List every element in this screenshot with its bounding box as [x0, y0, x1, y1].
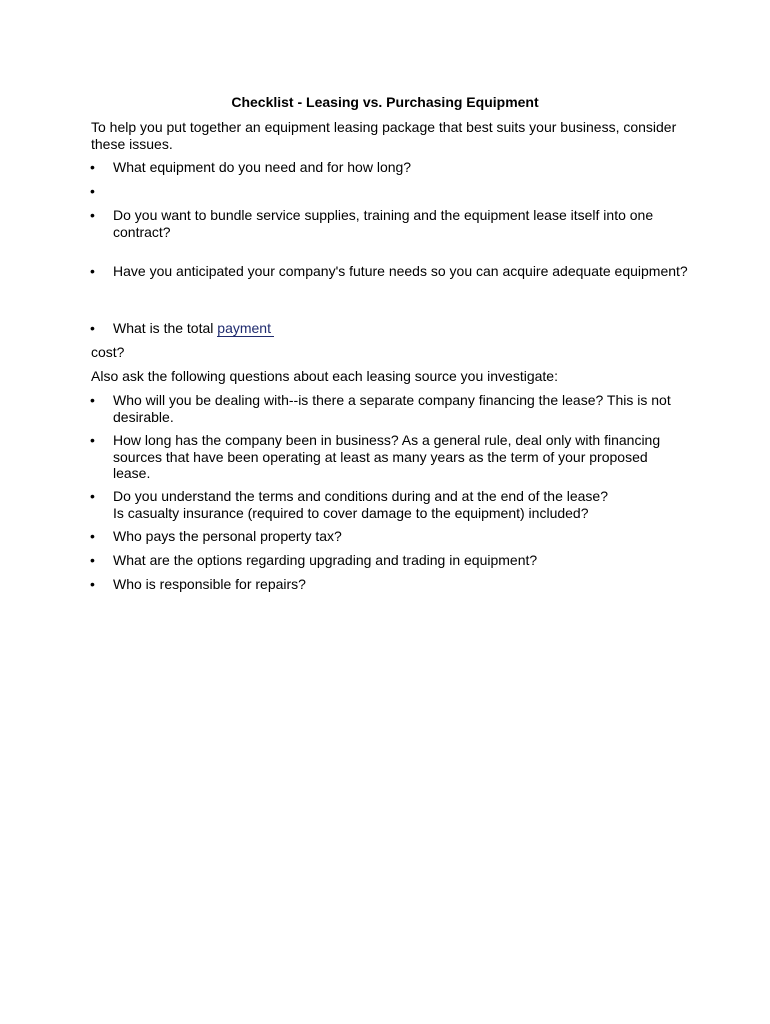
bullet-icon: •: [90, 392, 95, 408]
list-item-text: Who pays the personal property tax?: [113, 528, 342, 544]
list-item-text: What equipment do you need and for how long?: [113, 159, 412, 175]
list-item-text: Do you want to bundle service supplies, training and the equipment lease itself into one contract?: [113, 207, 654, 240]
bullet-icon: •: [90, 488, 95, 504]
bullet-icon: •: [90, 207, 95, 223]
insurance-line-text: Is casualty insurance (required to cover damage to the equipment) included?: [113, 504, 589, 521]
list-item-text: What are the options regarding upgrading and trading in equipment?: [113, 552, 538, 568]
total-suffix-text: cost?: [91, 344, 125, 360]
list-item-text: Do you understand the terms and conditions during and at the end of the lease?: [113, 488, 609, 504]
total-prefix-text: What is the total: [113, 320, 218, 336]
bullet-icon: •: [90, 320, 95, 336]
bullet-icon: •: [90, 576, 95, 592]
bullet-icon: •: [90, 432, 95, 448]
payment-link[interactable]: payment: [217, 320, 274, 337]
bullet-icon: •: [90, 159, 95, 175]
intro-paragraph: To help you put together an equipment leasing package that best suits your business, consider these issues.: [91, 119, 677, 152]
bullet-icon: •: [90, 263, 95, 279]
second-intro-paragraph: Also ask the following questions about each leasing source you investigate:: [91, 368, 558, 384]
list-item-text: Have you anticipated your company's future needs so you can acquire adequate equipment?: [113, 263, 688, 279]
list-item-text: Who is responsible for repairs?: [113, 576, 306, 592]
bullet-icon: •: [90, 552, 95, 568]
bullet-icon: •: [90, 528, 95, 544]
document-title: Checklist - Leasing vs. Purchasing Equipment: [231, 94, 539, 110]
list-item-text: How long has the company been in business? As a general rule, deal only with financing sources that have been operating at least as many years as the term of your proposed lease.: [113, 432, 661, 481]
bullet-icon: •: [90, 183, 95, 199]
list-item-text: Who will you be dealing with--is there a separate company financing the lease? This is not desirable.: [113, 392, 671, 425]
